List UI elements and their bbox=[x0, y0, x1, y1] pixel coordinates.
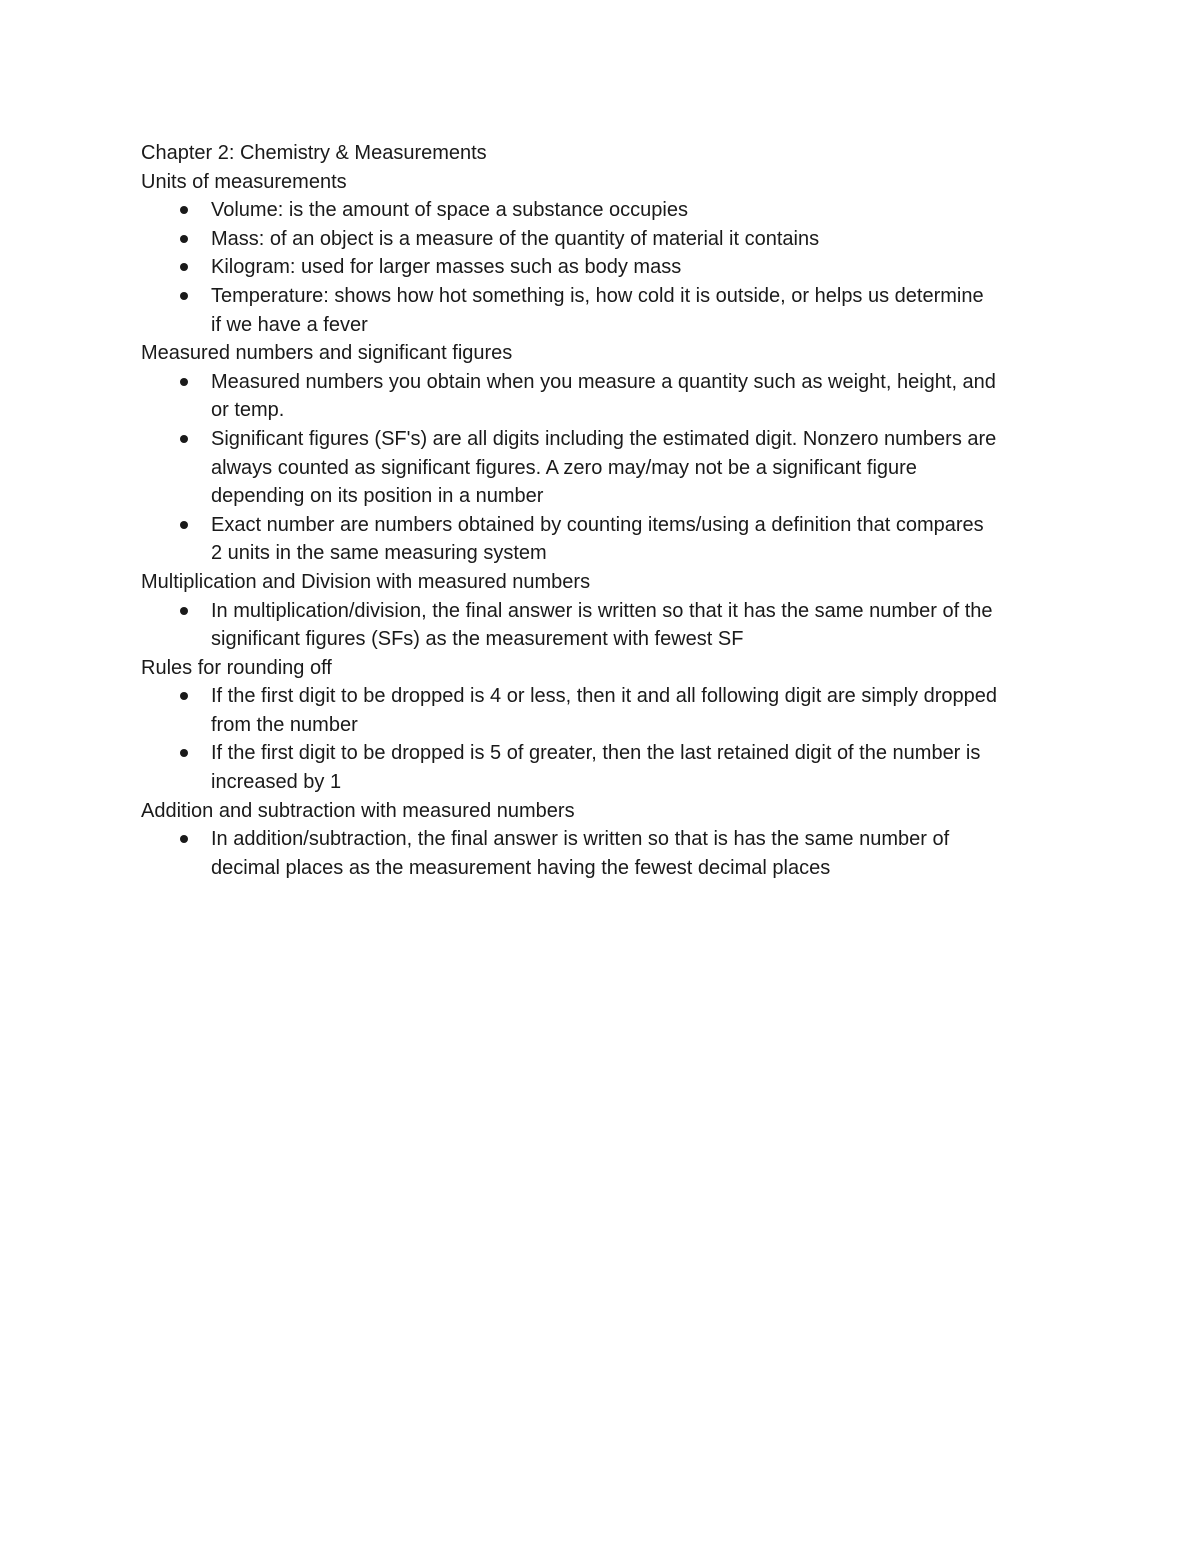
list-item-text: Mass: of an object is a measure of the quantity of material it contains bbox=[211, 227, 820, 250]
bullet-icon bbox=[180, 435, 188, 443]
bullet-list bbox=[141, 196, 1071, 339]
list-item-text-continued: decimal places as the measurement having the fewest decimal places bbox=[211, 856, 831, 879]
section-heading: Addition and subtraction with measured numbers bbox=[141, 799, 575, 822]
bullet-icon bbox=[180, 521, 188, 529]
bullet-list bbox=[141, 368, 1071, 568]
list-item-text-continued: depending on its position in a number bbox=[211, 485, 544, 508]
section-multiplication-division bbox=[141, 568, 1071, 654]
section-heading: Rules for rounding off bbox=[141, 656, 332, 679]
section-heading: Multiplication and Division with measured numbers bbox=[141, 570, 591, 593]
list-item bbox=[141, 368, 1071, 425]
list-item-text-continued: 2 units in the same measuring system bbox=[211, 542, 547, 565]
section-rounding-off bbox=[141, 654, 1071, 797]
list-item-text: If the first digit to be dropped is 5 of greater, then the last retained digit of the number is bbox=[211, 742, 981, 765]
section-heading: Measured numbers and significant figures bbox=[141, 342, 513, 365]
list-item-text: Volume: is the amount of space a substance occupies bbox=[211, 199, 688, 222]
bullet-list bbox=[141, 597, 1071, 654]
list-item-text: Significant figures (SF's) are all digits including the estimated digit. Nonzero numbers are bbox=[211, 427, 997, 450]
list-item-text: Exact number are numbers obtained by counting items/using a definition that compares bbox=[211, 513, 984, 536]
bullet-list bbox=[141, 825, 1071, 882]
list-item-text-continued: if we have a fever bbox=[211, 313, 368, 336]
bullet-list bbox=[141, 682, 1071, 796]
list-item bbox=[141, 425, 1071, 511]
list-item-text: In multiplication/division, the final answer is written so that it has the same number of the bbox=[211, 599, 993, 622]
list-item-text: In addition/subtraction, the final answer is written so that is has the same number of bbox=[211, 828, 950, 851]
list-item bbox=[141, 739, 1071, 796]
list-item bbox=[141, 511, 1071, 568]
bullet-icon bbox=[180, 835, 188, 843]
section-measured-numbers bbox=[141, 339, 1071, 568]
bullet-icon bbox=[180, 235, 188, 243]
list-item-text: Kilogram: used for larger masses such as body mass bbox=[211, 256, 682, 279]
list-item bbox=[141, 597, 1071, 654]
list-item-text: Measured numbers you obtain when you measure a quantity such as weight, height, and bbox=[211, 370, 996, 393]
list-item bbox=[141, 282, 1071, 339]
list-item-text-continued: increased by 1 bbox=[211, 771, 342, 794]
section-heading: Units of measurements bbox=[141, 170, 347, 193]
list-item-text-continued: always counted as significant figures. A zero may/may not be a significant figure bbox=[211, 456, 917, 479]
bullet-icon bbox=[180, 749, 188, 757]
bullet-icon bbox=[180, 692, 188, 700]
list-item bbox=[141, 682, 1071, 739]
document-title: Chapter 2: Chemistry & Measurements bbox=[141, 142, 487, 164]
list-item-text: Temperature: shows how hot something is, how cold it is outside, or helps us determine bbox=[211, 284, 984, 307]
bullet-icon bbox=[180, 263, 188, 271]
document-page bbox=[141, 139, 1071, 882]
bullet-icon bbox=[180, 206, 188, 214]
list-item bbox=[141, 196, 1071, 225]
bullet-icon bbox=[180, 607, 188, 615]
list-item-text-continued: from the number bbox=[211, 713, 358, 736]
list-item-text-continued: or temp. bbox=[211, 399, 285, 422]
list-item-text-continued: significant figures (SFs) as the measurement with fewest SF bbox=[211, 628, 744, 651]
list-item bbox=[141, 825, 1071, 882]
list-item bbox=[141, 225, 1071, 254]
section-units-of-measurements bbox=[141, 168, 1071, 340]
list-item-text: If the first digit to be dropped is 4 or less, then it and all following digit are simply dropped bbox=[211, 685, 997, 708]
section-addition-subtraction bbox=[141, 797, 1071, 883]
bullet-icon bbox=[180, 378, 188, 386]
list-item bbox=[141, 253, 1071, 282]
bullet-icon bbox=[180, 292, 188, 300]
